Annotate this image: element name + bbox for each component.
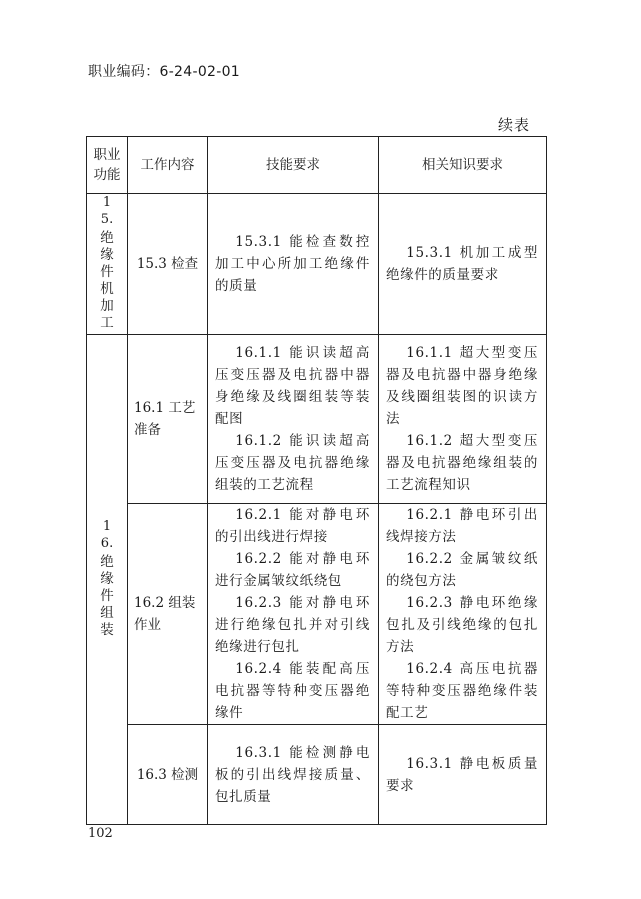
table-row <box>87 335 547 504</box>
table-row <box>87 725 547 825</box>
skill-item: 16.3.1 能检测静电板的引出线焊接质量、包扎质量 <box>215 744 370 805</box>
continued-label: 续表 <box>498 116 531 134</box>
knowledge-item: 16.1.1 超大型变压器及电抗器中器身绝缘及线圈组装图的识读方法 <box>386 345 538 427</box>
occupation-code: 职业编码：6-24-02-01 <box>88 64 241 80</box>
knowledge-cell <box>379 504 547 725</box>
knowledge-item: 16.3.1 静电板质量要求 <box>386 755 538 794</box>
work-cell: 16.2 组装作业 <box>128 504 208 725</box>
skills-table <box>86 136 547 825</box>
knowledge-item: 16.2.4 高压电抗器等特种变压器绝缘件装配工艺 <box>386 661 538 721</box>
knowledge-item: 16.2.2 金属皱纹纸的绕包方法 <box>386 551 538 589</box>
skill-cell <box>208 194 379 335</box>
function-cell-16 <box>87 335 128 825</box>
page-number: 102 <box>88 826 113 841</box>
skill-item: 16.1.1 能识读超高压变压器及电抗器中器身绝缘及线圈组装等装配图 <box>215 345 370 427</box>
skill-item: 16.2.3 能对静电环进行绝缘包扎并对引线绝缘进行包扎 <box>215 595 370 655</box>
knowledge-item: 16.1.2 超大型变压器及电抗器绝缘组装的工艺流程知识 <box>386 433 538 493</box>
knowledge-cell <box>379 335 547 504</box>
skill-item: 16.2.4 能装配高压电抗器等特种变压器绝缘件 <box>215 661 370 721</box>
function-cell-15 <box>87 194 128 335</box>
skill-cell <box>208 725 379 825</box>
skill-cell <box>208 504 379 725</box>
knowledge-item: 15.3.1 机加工成型绝缘件的质量要求 <box>386 245 538 283</box>
work-cell: 16.3 检测 <box>128 725 208 825</box>
knowledge-cell <box>379 725 547 825</box>
table-row <box>87 504 547 725</box>
header-function-line1: 职业 <box>93 147 121 163</box>
work-cell: 16.1 工艺准备 <box>128 335 208 504</box>
header-function-line2: 功能 <box>93 167 121 183</box>
header-function <box>87 137 128 194</box>
function-name: 绝缘件机加工 <box>100 230 114 331</box>
function-number: 16. <box>100 519 114 551</box>
function-name: 绝缘件组装 <box>100 554 114 638</box>
header-skill: 技能要求 <box>208 137 379 194</box>
table-header-row <box>87 137 547 194</box>
knowledge-item: 16.2.1 静电环引出线焊接方法 <box>386 507 538 545</box>
skill-item: 15.3.1 能检查数控加工中心所加工绝缘件的质量 <box>215 234 370 294</box>
header-work: 工作内容 <box>128 137 208 194</box>
knowledge-cell <box>379 194 547 335</box>
function-number: 15. <box>100 195 114 227</box>
skill-cell <box>208 335 379 504</box>
skill-item: 16.2.1 能对静电环的引出线进行焊接 <box>215 507 370 545</box>
table-row <box>87 194 547 335</box>
header-knowledge: 相关知识要求 <box>379 137 547 194</box>
work-cell: 15.3 检查 <box>128 194 208 335</box>
skill-item: 16.2.2 能对静电环进行金属皱纹纸绕包 <box>215 551 370 589</box>
skill-item: 16.1.2 能识读超高压变压器及电抗器绝缘组装的工艺流程 <box>215 433 370 493</box>
knowledge-item: 16.2.3 静电环绝缘包扎及引线绝缘的包扎方法 <box>386 595 538 655</box>
